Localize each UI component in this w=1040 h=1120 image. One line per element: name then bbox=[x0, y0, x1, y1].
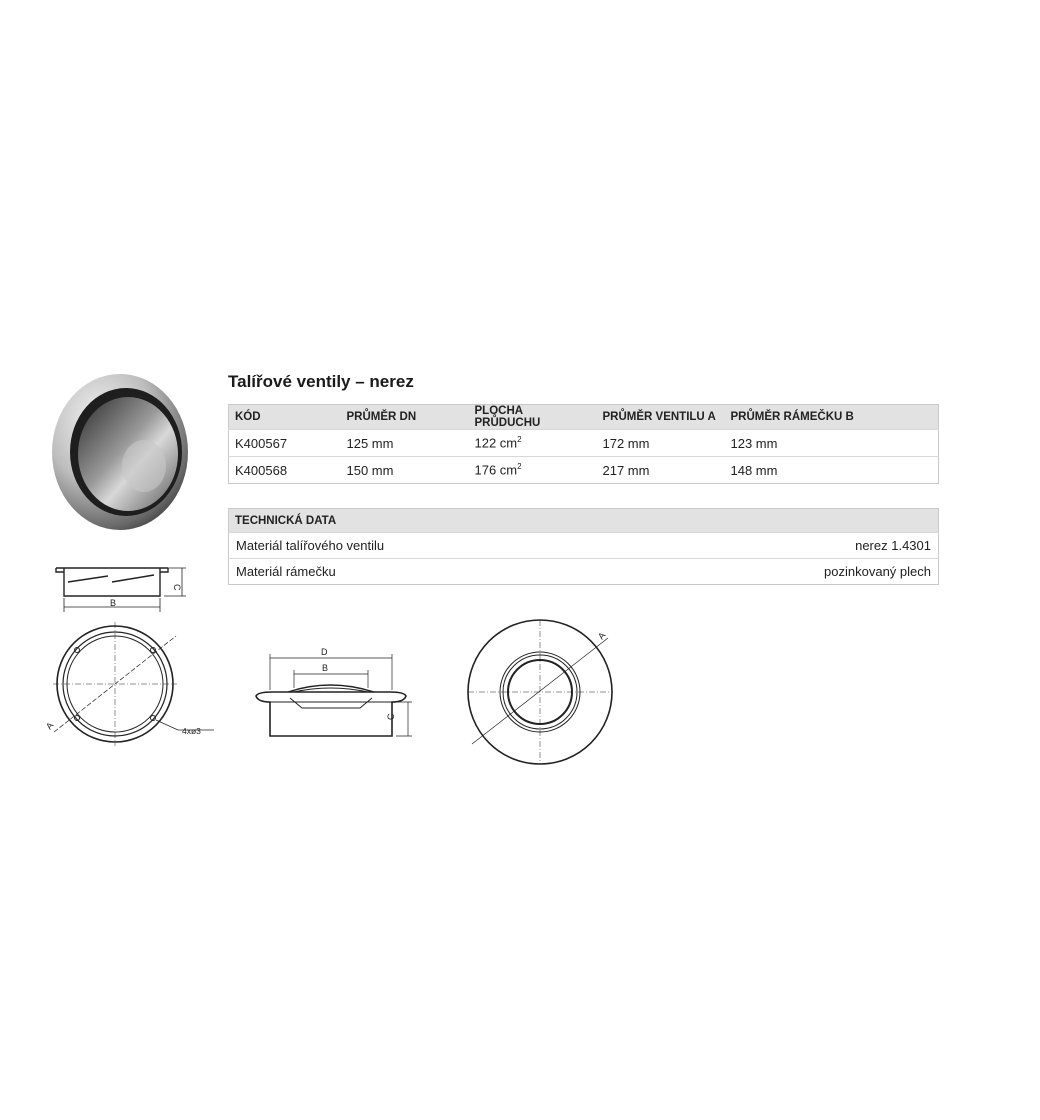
tech-value: pozinkovaný plech bbox=[635, 559, 939, 585]
cell-kod: K400568 bbox=[229, 457, 341, 484]
table-header-row bbox=[229, 405, 939, 430]
valve-side-b-label: B bbox=[322, 663, 329, 673]
table-row bbox=[229, 430, 939, 457]
page-title: Talířové ventily – nerez bbox=[228, 372, 414, 391]
valve-top-drawing bbox=[462, 618, 622, 768]
table-header-row bbox=[229, 509, 939, 533]
table-row bbox=[229, 559, 939, 585]
frame-top-a-label: A bbox=[44, 720, 56, 732]
column-header: KÓD bbox=[229, 405, 341, 430]
cell-plocha bbox=[469, 430, 597, 457]
table-row bbox=[229, 533, 939, 559]
cell-plocha bbox=[469, 457, 597, 484]
cell-dn: 125 mm bbox=[341, 430, 469, 457]
frame-side-drawing bbox=[50, 560, 200, 615]
frame-side-b-label: B bbox=[110, 598, 117, 608]
product-photo bbox=[48, 366, 190, 534]
cell-ramecek-b: 148 mm bbox=[725, 457, 939, 484]
cell-ventil-a: 172 mm bbox=[597, 430, 725, 457]
cell-ramecek-b: 123 mm bbox=[725, 430, 939, 457]
valve-side-c-label: C bbox=[386, 713, 396, 720]
plocha-value: 176 cm bbox=[474, 462, 518, 478]
column-header: PRŮMĚR VENTILU A bbox=[597, 405, 725, 430]
table-row bbox=[229, 457, 939, 484]
plocha-unit-exponent: 2 bbox=[517, 435, 522, 445]
products-table bbox=[228, 404, 939, 484]
column-header: PRŮMĚR RÁMEČKU B bbox=[725, 405, 939, 430]
tech-label: Materiál talířového ventilu bbox=[229, 533, 635, 559]
cell-dn: 150 mm bbox=[341, 457, 469, 484]
frame-side-c-label: C bbox=[172, 584, 182, 591]
technical-data-table bbox=[228, 508, 939, 585]
plocha-value: 122 cm bbox=[474, 435, 518, 451]
plocha-unit-exponent: 2 bbox=[517, 462, 522, 472]
valve-side-drawing bbox=[250, 640, 420, 745]
cell-kod: K400567 bbox=[229, 430, 341, 457]
column-header: PRŮMĚR DN bbox=[341, 405, 469, 430]
valve-top-a-label: A bbox=[595, 630, 608, 642]
tech-label: Materiál rámečku bbox=[229, 559, 635, 585]
frame-top-holes-label: 4xø3 bbox=[182, 726, 201, 736]
tech-value: nerez 1.4301 bbox=[635, 533, 939, 559]
valve-side-d-label: D bbox=[321, 647, 328, 657]
technical-data-header: TECHNICKÁ DATA bbox=[229, 509, 939, 533]
frame-top-drawing bbox=[44, 622, 214, 748]
column-header: PLOCHA PRŮDUCHU bbox=[469, 405, 597, 430]
cell-ventil-a: 217 mm bbox=[597, 457, 725, 484]
